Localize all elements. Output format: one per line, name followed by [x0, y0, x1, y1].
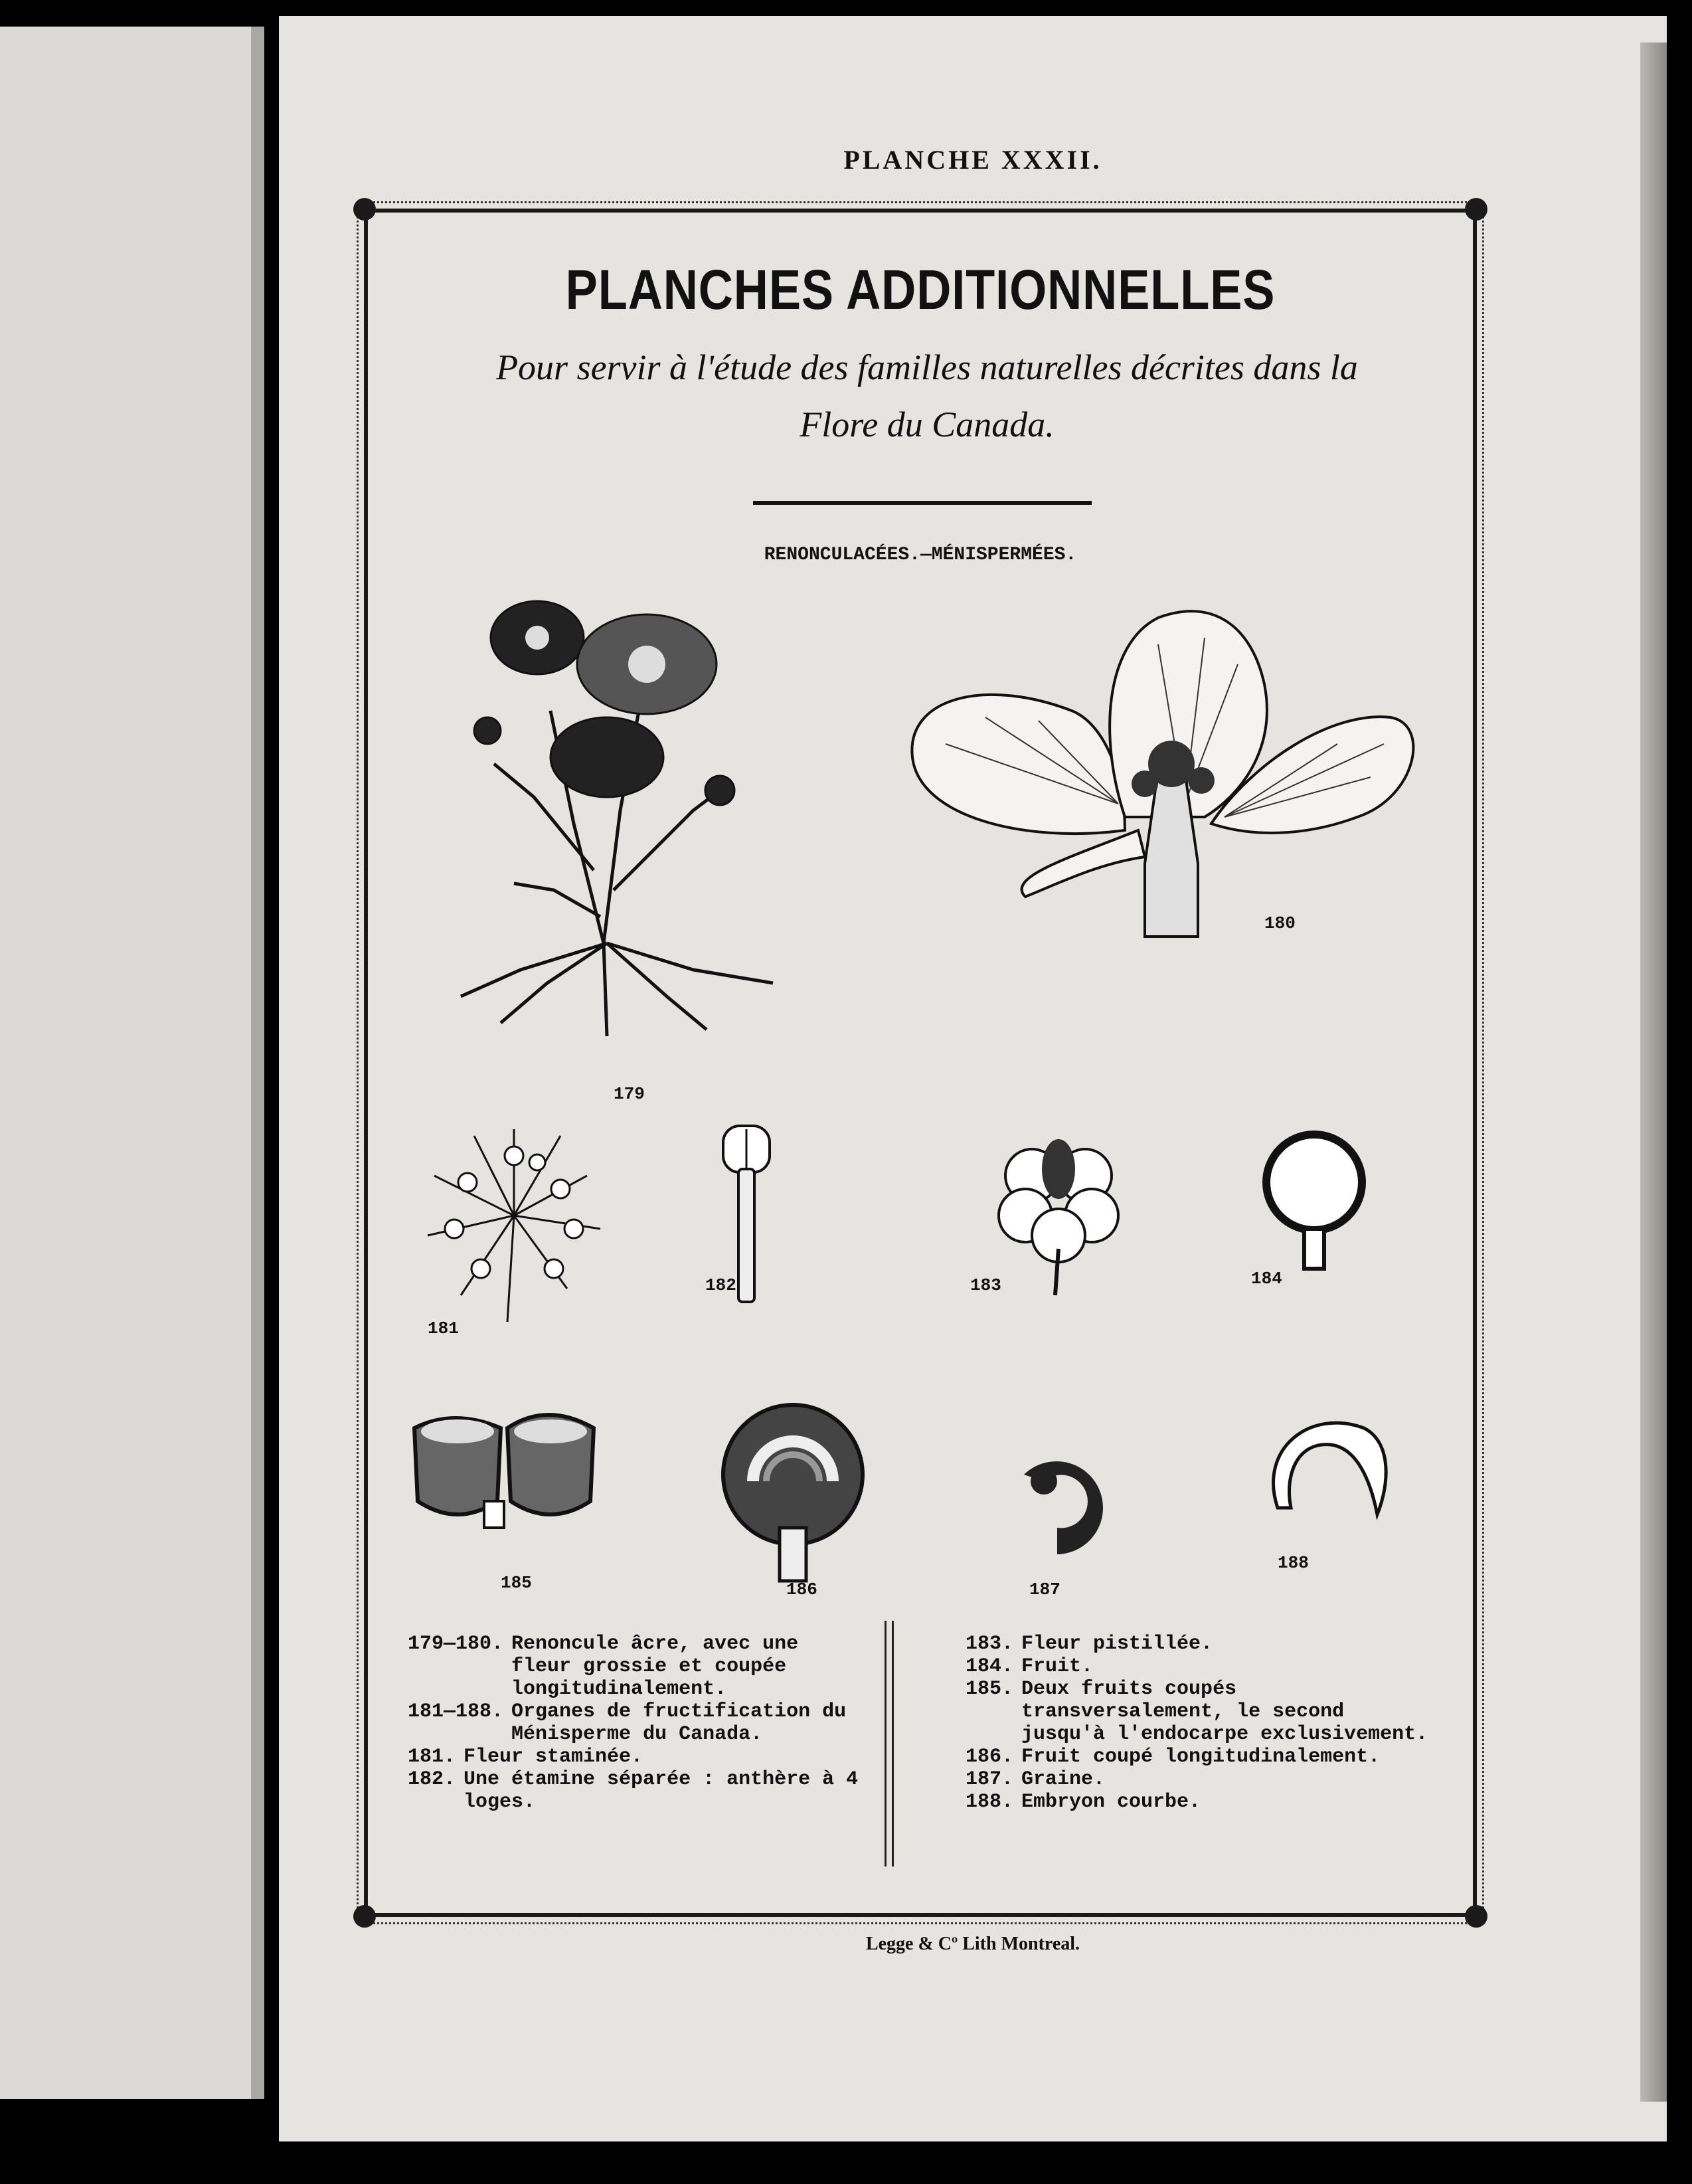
frame-corner-ornament [1465, 1905, 1487, 1928]
figure-label-179: 179 [614, 1084, 645, 1104]
legend-entry [408, 1700, 866, 1746]
figure-187-seed-illustration [1004, 1435, 1110, 1561]
figure-label-181: 181 [428, 1319, 459, 1338]
legend-text: Une étamine séparée : anthère à 4 loges. [464, 1768, 859, 1813]
plate-subtitle [414, 339, 1440, 453]
plate-number: PLANCHE XXXII. [843, 145, 1102, 175]
legend-entry [966, 1768, 1430, 1791]
legend-number: 181. [408, 1746, 456, 1768]
legend-text: Organes de fructification du Ménisperme du Canada. [511, 1700, 847, 1746]
plate-page [279, 16, 1667, 2141]
family-heading: RENONCULACÉES.—MÉNISPERMÉES. [764, 545, 1077, 565]
figure-label-188: 188 [1278, 1553, 1309, 1573]
legend-entry [966, 1655, 1430, 1678]
legend-number: 179—180. [408, 1633, 504, 1655]
legend-entry [966, 1633, 1430, 1655]
legend-entry [408, 1746, 866, 1768]
figure-label-185: 185 [501, 1573, 532, 1593]
left-page [0, 27, 264, 2099]
figure-186-fruit-longitudinal-section-illustration [713, 1402, 873, 1588]
legend-number: 181—188. [408, 1700, 504, 1723]
legend-text: Fruit. [1021, 1655, 1094, 1678]
legend-number: 188. [966, 1791, 1014, 1813]
figure-181-staminate-flower-illustration [414, 1116, 614, 1328]
plate-title: PLANCHES ADDITIONNELLES [565, 258, 1276, 321]
figure-label-184: 184 [1251, 1269, 1282, 1289]
figure-180-sectioned-flower-illustration [906, 604, 1424, 943]
legend-right-column [966, 1633, 1430, 1813]
figure-label-187: 187 [1029, 1580, 1060, 1599]
legend-column-divider [885, 1621, 894, 1866]
frame-corner-ornament [1465, 198, 1487, 221]
figure-188-curved-embryo-illustration [1258, 1408, 1397, 1528]
legend-number: 182. [408, 1768, 456, 1791]
plate-frame [364, 209, 1477, 1917]
figure-179-buttercup-plant-illustration [441, 571, 786, 1036]
legend-number: 184. [966, 1655, 1014, 1678]
lithographer-imprint: Legge & Cº Lith Montreal. [865, 1934, 1080, 1954]
subtitle-line: Pour servir à l'étude des familles naturelles décrites dans la [496, 347, 1358, 387]
legend-entry [966, 1791, 1430, 1813]
legend-number: 187. [966, 1768, 1014, 1791]
legend-number: 186. [966, 1746, 1014, 1768]
title-rule [753, 501, 1092, 505]
figure-185-fruits-cross-section-illustration [408, 1402, 600, 1534]
legend-left-column [408, 1633, 866, 1813]
figure-label-186: 186 [786, 1580, 817, 1599]
legend-entry [966, 1678, 1430, 1746]
legend-text: Fruit coupé longitudinalement. [1021, 1746, 1381, 1768]
frame-corner-ornament [353, 198, 376, 221]
page-gutter [251, 27, 264, 2099]
legend-number: 183. [966, 1633, 1014, 1655]
legend-text: Graine. [1021, 1768, 1106, 1791]
legend-text: Deux fruits coupés transversalement, le second jusqu'à l'endocarpe exclusivement. [1021, 1678, 1428, 1746]
legend-number: 185. [966, 1678, 1014, 1700]
figure-183-pistillate-flower-illustration [992, 1116, 1125, 1302]
legend-text: Fleur pistillée. [1021, 1633, 1213, 1655]
legend-entry [408, 1768, 866, 1813]
subtitle-line: Flore du Canada. [800, 405, 1055, 444]
figure-label-180: 180 [1264, 913, 1296, 933]
frame-corner-ornament [353, 1905, 376, 1928]
legend-entry [966, 1746, 1430, 1768]
figure-label-182: 182 [705, 1275, 736, 1295]
legend-text: Fleur staminée. [464, 1746, 643, 1768]
legend-entry [408, 1633, 866, 1700]
legend-text: Embryon courbe. [1021, 1791, 1201, 1813]
figure-label-183: 183 [970, 1275, 1001, 1295]
legend-text: Renoncule âcre, avec une fleur grossie et coupée longitudinalement. [511, 1633, 799, 1700]
figure-184-fruit-illustration [1258, 1129, 1371, 1275]
page-edge [1640, 43, 1667, 2102]
